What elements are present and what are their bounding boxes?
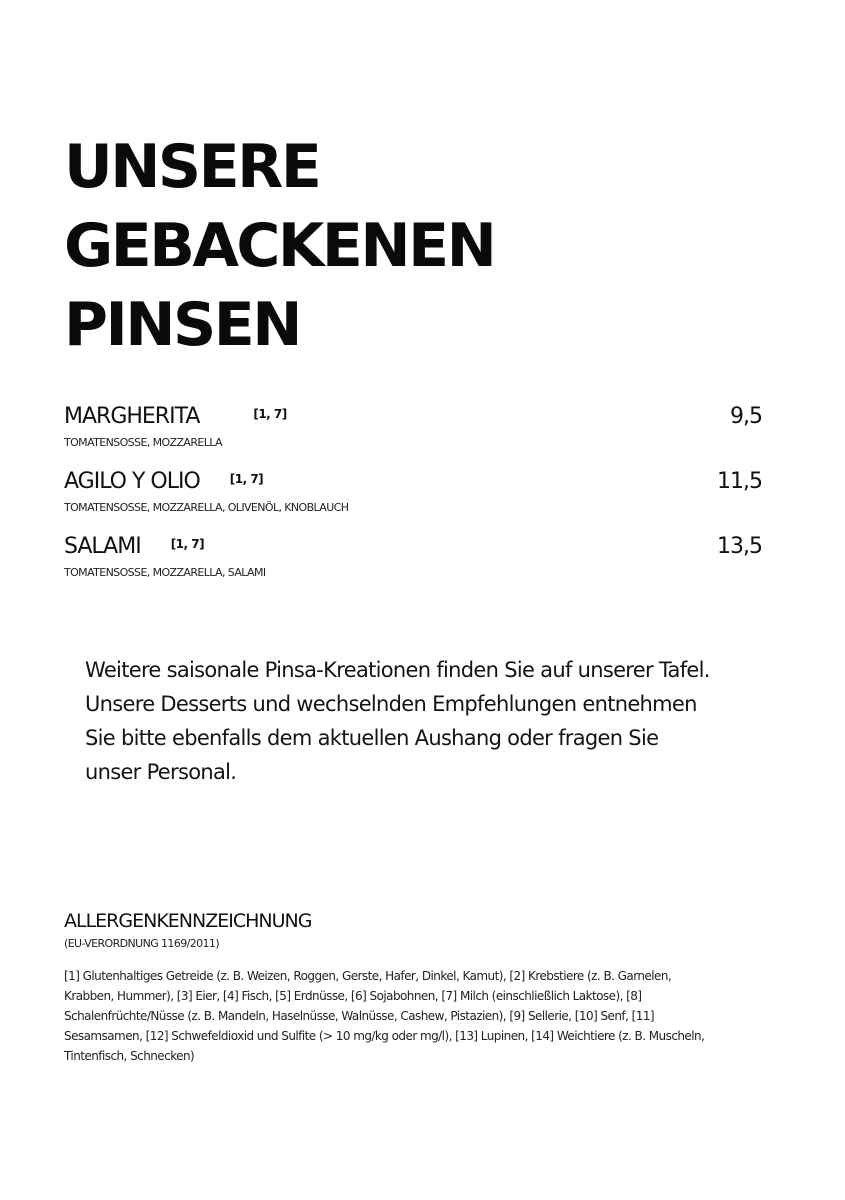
seasonal-note-line: Sie bitte ebenfalls dem aktuellen Aushang oder fragen Sie (85, 726, 659, 750)
menu-item-allergens: [1, 7] (253, 407, 287, 421)
menu-item-salami (64, 528, 762, 593)
allergen-legend-line: Schalenfrüchte/Nüsse (z. B. Mandeln, Haselnüsse, Walnüsse, Cashew, Pistazien), [9] Sellerie, [10] Senf, [11] (64, 1009, 655, 1023)
menu-item-agilo-y-olio (64, 463, 762, 528)
allergen-legend-line: Tintenfisch, Schnecken) (64, 1049, 195, 1063)
menu-item-margherita (64, 398, 762, 463)
seasonal-note-line: Weitere saisonale Pinsa-Kreationen finden Sie auf unserer Tafel. (85, 658, 710, 682)
menu-item-name: MARGHERITA (64, 404, 200, 429)
menu-item-name: AGILO Y OLIO (64, 469, 200, 494)
allergen-legend (64, 966, 774, 1066)
menu-item-description: TOMATENSOSSE, MOZZARELLA, SALAMI (64, 566, 266, 579)
menu-item-price: 9,5 (730, 404, 762, 429)
menu-item-price: 11,5 (717, 469, 762, 494)
menu-item-name: SALAMI (64, 534, 141, 559)
page-title-line: PINSEN (64, 290, 300, 360)
menu-item-allergens: [1, 7] (170, 537, 205, 551)
allergen-legend-line: [1] Glutenhaltiges Getreide (z. B. Weizen, Roggen, Gerste, Hafer, Dinkel, Kamut), [2] Krebstiere (z. B. Garnelen, (64, 969, 672, 983)
page-title (64, 128, 494, 365)
menu-list (64, 398, 762, 593)
allergen-regulation: (EU-VERORDNUNG 1169/2011) (64, 937, 220, 950)
menu-item-allergens: [1, 7] (229, 472, 264, 486)
page-title-line: UNSERE (64, 132, 320, 202)
menu-item-description: TOMATENSOSSE, MOZZARELLA, OLIVENÖL, KNOBLAUCH (64, 501, 349, 514)
seasonal-note-line: Unsere Desserts und wechselnden Empfehlungen entnehmen (85, 692, 697, 716)
allergen-section (64, 908, 774, 1066)
allergen-legend-line: Sesamsamen, [12] Schwefeldioxid und Sulfite (> 10 mg/kg oder mg/l), [13] Lupinen, [14] Weichtiere (z. B. Muscheln, (64, 1029, 705, 1043)
seasonal-note-line: unser Personal. (85, 760, 237, 784)
seasonal-note (85, 653, 785, 789)
menu-item-price: 13,5 (717, 534, 762, 559)
menu-item-description: TOMATENSOSSE, MOZZARELLA (64, 436, 222, 449)
allergen-legend-line: Krabben, Hummer), [3] Eier, [4] Fisch, [5] Erdnüsse, [6] Sojabohnen, [7] Milch (einschließlich Laktose), [8] (64, 989, 642, 1003)
allergen-heading: ALLERGENKENNZEICHNUNG (64, 910, 312, 932)
page-title-line: GEBACKENEN (64, 211, 495, 281)
